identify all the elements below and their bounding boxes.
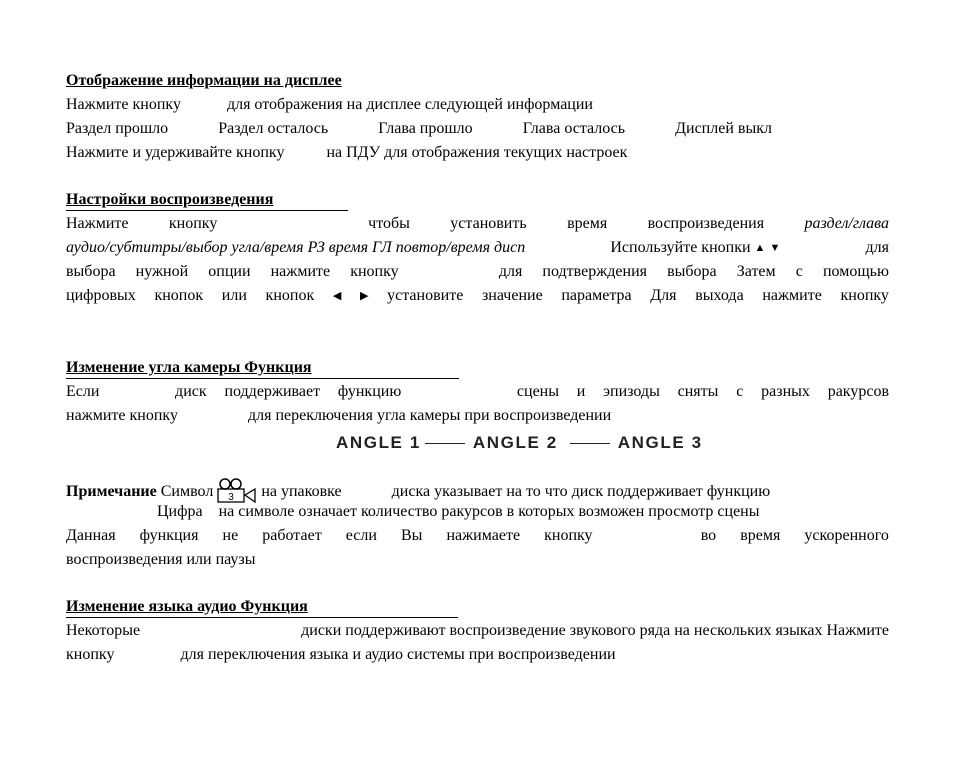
- angle-separator: [570, 443, 610, 444]
- angle-label: ANGLE 1: [336, 433, 421, 452]
- angle-label: ANGLE 3: [617, 433, 703, 452]
- arrow-left-icon: ◀: [332, 290, 342, 302]
- arrow-up-icon: ▲: [754, 242, 766, 254]
- display-item: Раздел прошло: [66, 120, 169, 137]
- display-item: Дисплей выкл: [675, 120, 772, 137]
- arrow-right-icon: ▶: [360, 290, 369, 302]
- playback-settings-line3: выбора нужной опции нажмите кнопку для подтверждения выбора Затем с помощью: [66, 263, 889, 280]
- note-line2: Цифра на символе означает количество ракурсов в которых возможен просмотр сцены: [157, 503, 760, 520]
- angle-sequence: [336, 433, 703, 453]
- section-camera-angle-heading: Изменение угла камеры Функция: [66, 358, 459, 379]
- note-label: Примечание: [66, 483, 157, 500]
- playback-settings-line4: цифровых кнопок или кнопок ◀ ▶ установите значение параметра Для выхода нажмите кнопку: [66, 287, 889, 304]
- display-info-items: [66, 119, 772, 139]
- arrow-down-icon: ▼: [769, 242, 781, 254]
- camera-angle-line1: Если диск поддерживает функцию сцены и эпизоды сняты с разных ракурсов: [66, 383, 889, 400]
- playback-settings-line1: Нажмите кнопку чтобы установить время воспроизведения раздел/глава: [66, 215, 889, 232]
- display-item: Раздел осталось: [218, 120, 329, 137]
- angle-separator: [425, 443, 465, 444]
- section-playback-settings-heading: Настройки воспроизведения: [66, 190, 348, 211]
- camera-angle-line2: нажмите кнопку для переключения угла камеры при воспроизведении: [66, 407, 612, 424]
- display-item: Глава осталось: [522, 120, 626, 137]
- note-line4: воспроизведения или паузы: [66, 551, 256, 568]
- note-line1: Примечание Символ 3 на упаковке диска указывает на то что диск поддерживает функцию: [66, 478, 770, 510]
- note-line3: Данная функция не работает если Вы нажимаете кнопку во время ускоренного: [66, 527, 889, 544]
- section-display-info-heading: Отображение информации на дисплее: [66, 72, 342, 89]
- section-display-info-line3: Нажмите и удерживайте кнопку на ПДУ для отображения текущих настроек: [66, 144, 628, 161]
- playback-settings-line2: аудио/субтитры/выбор угла/время РЗ время ГЛ повтор/время дисп Используйте кнопки ▲ ▼ для: [66, 239, 889, 256]
- section-audio-language-heading: Изменение языка аудио Функция: [66, 597, 458, 618]
- audio-language-line1: Некоторые диски поддерживают воспроизведение звукового ряда на нескольких языках Нажмите: [66, 622, 889, 639]
- angle-label: ANGLE 2: [472, 433, 558, 452]
- display-item: Глава прошло: [378, 120, 473, 137]
- audio-language-line2: кнопку для переключения языка и аудио системы при воспроизведении: [66, 646, 616, 663]
- section-display-info-line1: Нажмите кнопку для отображения на дисплее следующей информации: [66, 96, 593, 113]
- camera-icon-digit: 3: [228, 492, 235, 503]
